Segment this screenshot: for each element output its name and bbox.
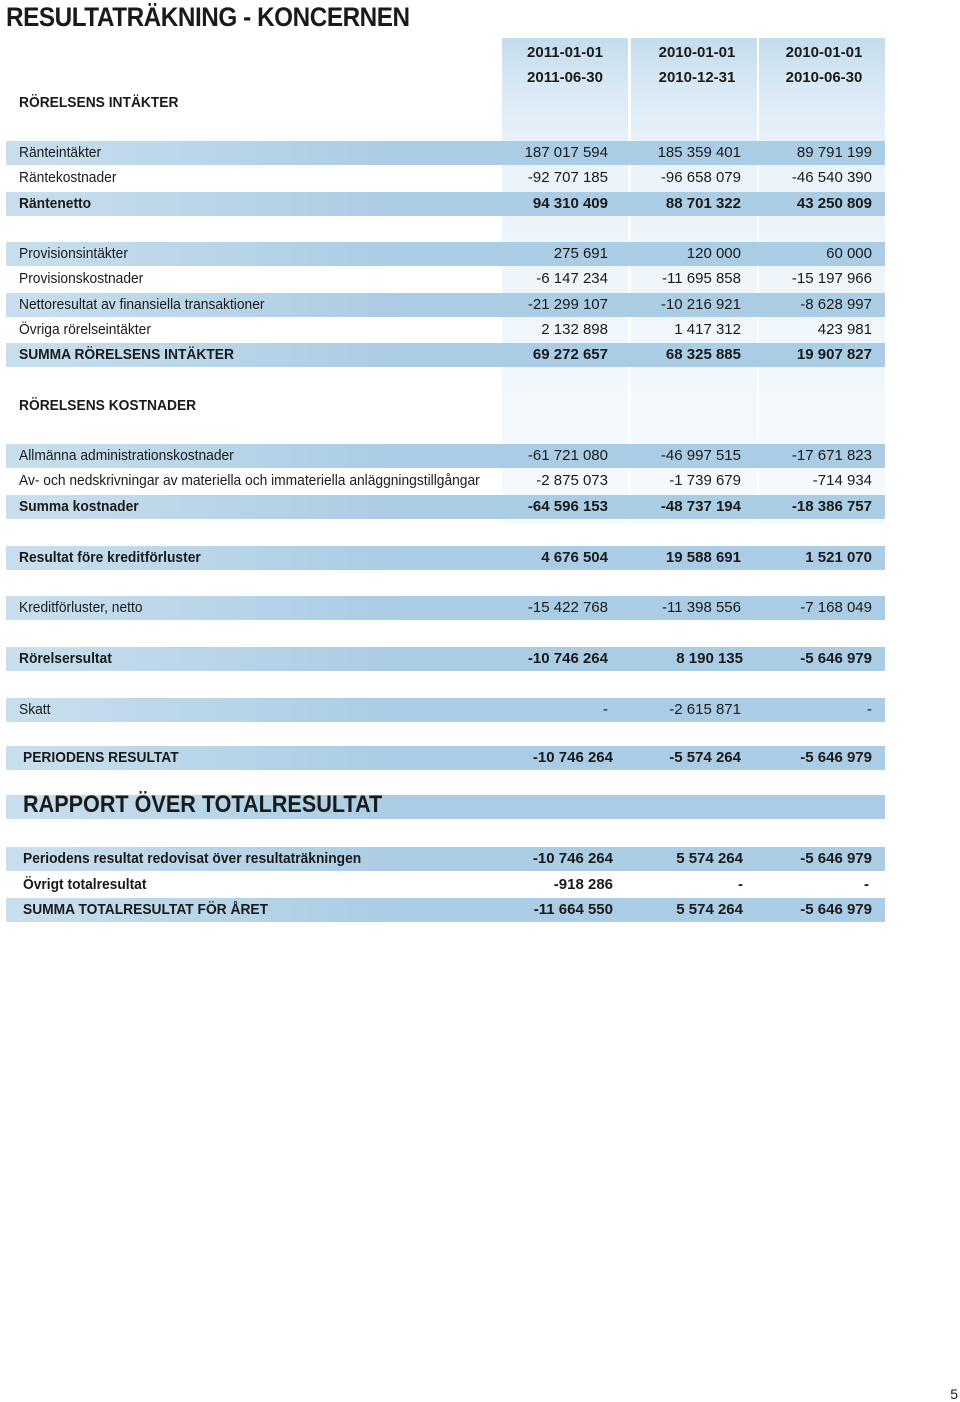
value-2010-full: - bbox=[738, 876, 743, 893]
value-2011h1: 4 676 504 bbox=[541, 549, 608, 566]
value-2010-full: -1 739 679 bbox=[669, 472, 741, 489]
value-2010h1: 60 000 bbox=[826, 245, 872, 262]
value-2010-full: 68 325 885 bbox=[665, 346, 741, 363]
value-2010h1: -5 646 979 bbox=[800, 850, 872, 867]
row-label: Skatt bbox=[19, 701, 51, 718]
value-2010h1: -15 197 966 bbox=[791, 270, 872, 287]
value-2011h1: -64 596 153 bbox=[527, 498, 608, 515]
value-2010-full: 1 417 312 bbox=[674, 321, 741, 338]
value-2010h1: - bbox=[867, 701, 872, 718]
value-2010h1: -5 646 979 bbox=[800, 749, 872, 766]
table-row bbox=[6, 698, 885, 722]
value-2010-full: 185 359 401 bbox=[657, 144, 741, 161]
value-2010h1: 89 791 199 bbox=[796, 144, 872, 161]
totalresultat-title: RAPPORT ÖVER TOTALRESULTAT bbox=[23, 791, 383, 818]
value-2010h1: -714 934 bbox=[812, 472, 872, 489]
row-label: SUMMA RÖRELSENS INTÄKTER bbox=[19, 346, 234, 363]
table-row-subtotal bbox=[6, 343, 885, 367]
table-row bbox=[6, 469, 885, 493]
period-2-from: 2010-01-01 bbox=[658, 44, 736, 61]
value-2010h1: 43 250 809 bbox=[796, 195, 872, 212]
value-2010-full: -2 615 871 bbox=[669, 701, 741, 718]
value-2010-full: -11 398 556 bbox=[662, 599, 741, 616]
value-2011h1: - bbox=[603, 701, 608, 718]
row-label: Provisionsintäkter bbox=[19, 245, 128, 262]
page-title: RESULTATRÄKNING - KONCERNEN bbox=[6, 2, 410, 32]
value-2011h1: 94 310 409 bbox=[532, 195, 608, 212]
table-row bbox=[6, 242, 885, 266]
row-label: Allmänna administrationskostnader bbox=[19, 447, 234, 464]
value-2010h1: -8 628 997 bbox=[800, 296, 872, 313]
row-label: Kreditförluster, netto bbox=[19, 599, 143, 616]
row-label: Nettoresultat av finansiella transaktioner bbox=[19, 296, 265, 313]
table-row-subtotal bbox=[6, 647, 885, 671]
row-label: Summa kostnader bbox=[19, 498, 139, 515]
page-number: 5 bbox=[950, 1386, 958, 1402]
table-row bbox=[6, 444, 885, 468]
value-2010-full: 88 701 322 bbox=[665, 195, 741, 212]
row-label: Räntenetto bbox=[19, 195, 92, 212]
row-label: PERIODENS RESULTAT bbox=[23, 749, 179, 766]
value-2010h1: 1 521 070 bbox=[805, 549, 872, 566]
value-2011h1: -10 746 264 bbox=[532, 749, 613, 766]
value-2010-full: -5 574 264 bbox=[669, 749, 741, 766]
table-row bbox=[6, 166, 885, 190]
value-2011h1: -92 707 185 bbox=[527, 169, 608, 186]
value-2010h1: -5 646 979 bbox=[800, 650, 872, 667]
row-label: Av- och nedskrivningar av materiella och immateriella anläggningstillgångar bbox=[19, 472, 480, 489]
value-2011h1: -15 422 768 bbox=[527, 599, 608, 616]
row-label: Resultat före kreditförluster bbox=[19, 549, 201, 566]
value-2010h1: -17 671 823 bbox=[791, 447, 872, 464]
table-row-total bbox=[6, 746, 885, 770]
period-2-to: 2010-12-31 bbox=[658, 69, 736, 86]
period-1-to: 2011-06-30 bbox=[527, 69, 603, 86]
value-2010-full: -46 997 515 bbox=[660, 447, 741, 464]
value-2010-full: 5 574 264 bbox=[676, 901, 743, 918]
table-row-subtotal bbox=[6, 546, 885, 570]
table-row bbox=[6, 318, 885, 342]
value-2010-full: -96 658 079 bbox=[660, 169, 741, 186]
value-2011h1: -2 875 073 bbox=[536, 472, 608, 489]
value-2011h1: -11 664 550 bbox=[533, 901, 613, 918]
table-row bbox=[6, 873, 885, 897]
table-row-subtotal bbox=[6, 192, 885, 216]
row-label: Räntekostnader bbox=[19, 169, 117, 186]
value-2010-full: 8 190 135 bbox=[676, 650, 743, 667]
period-3-from: 2010-01-01 bbox=[785, 44, 863, 61]
value-2010h1: -46 540 390 bbox=[791, 169, 872, 186]
value-2011h1: -61 721 080 bbox=[527, 447, 608, 464]
table-row bbox=[6, 847, 885, 871]
row-label: SUMMA TOTALRESULTAT FÖR ÅRET bbox=[23, 901, 269, 918]
row-label: Provisionskostnader bbox=[19, 270, 144, 287]
value-2010h1: 423 981 bbox=[817, 321, 872, 338]
value-2011h1: 187 017 594 bbox=[524, 144, 608, 161]
value-2010-full: 120 000 bbox=[686, 245, 741, 262]
value-2010h1: -7 168 049 bbox=[800, 599, 872, 616]
value-2011h1: 2 132 898 bbox=[541, 321, 608, 338]
table-row bbox=[6, 596, 885, 620]
value-2010-full: 5 574 264 bbox=[676, 850, 743, 867]
value-2011h1: -918 286 bbox=[553, 876, 613, 893]
value-2011h1: 69 272 657 bbox=[532, 346, 608, 363]
period-1-from: 2011-01-01 bbox=[527, 44, 603, 61]
value-2010h1: 19 907 827 bbox=[796, 346, 872, 363]
value-2010-full: -11 695 858 bbox=[662, 270, 741, 287]
value-2010h1: - bbox=[864, 876, 869, 893]
section-heading-intakter: RÖRELSENS INTÄKTER bbox=[19, 94, 179, 111]
value-2011h1: 275 691 bbox=[553, 245, 608, 262]
value-2011h1: -10 746 264 bbox=[532, 850, 613, 867]
row-label: Periodens resultat redovisat över resultaträkningen bbox=[23, 850, 362, 867]
value-2010-full: -10 216 921 bbox=[660, 296, 741, 313]
table-row-subtotal bbox=[6, 495, 885, 519]
section-heading-kostnader: RÖRELSENS KOSTNADER bbox=[19, 397, 197, 414]
table-row bbox=[6, 267, 885, 291]
value-2011h1: -6 147 234 bbox=[536, 270, 608, 287]
row-label: Ränteintäkter bbox=[19, 144, 102, 161]
value-2010-full: 19 588 691 bbox=[665, 549, 741, 566]
row-label: Övriga rörelseintäkter bbox=[19, 321, 151, 338]
table-row-total bbox=[6, 898, 885, 922]
table-row bbox=[6, 293, 885, 317]
value-2010h1: -18 386 757 bbox=[791, 498, 872, 515]
value-2011h1: -21 299 107 bbox=[527, 296, 608, 313]
period-3-to: 2010-06-30 bbox=[785, 69, 863, 86]
value-2010-full: -48 737 194 bbox=[660, 498, 741, 515]
value-2011h1: -10 746 264 bbox=[527, 650, 608, 667]
value-2010h1: -5 646 979 bbox=[800, 901, 872, 918]
row-label: Övrigt totalresultat bbox=[23, 876, 147, 893]
table-row bbox=[6, 141, 885, 165]
row-label: Rörelsersultat bbox=[19, 650, 112, 667]
